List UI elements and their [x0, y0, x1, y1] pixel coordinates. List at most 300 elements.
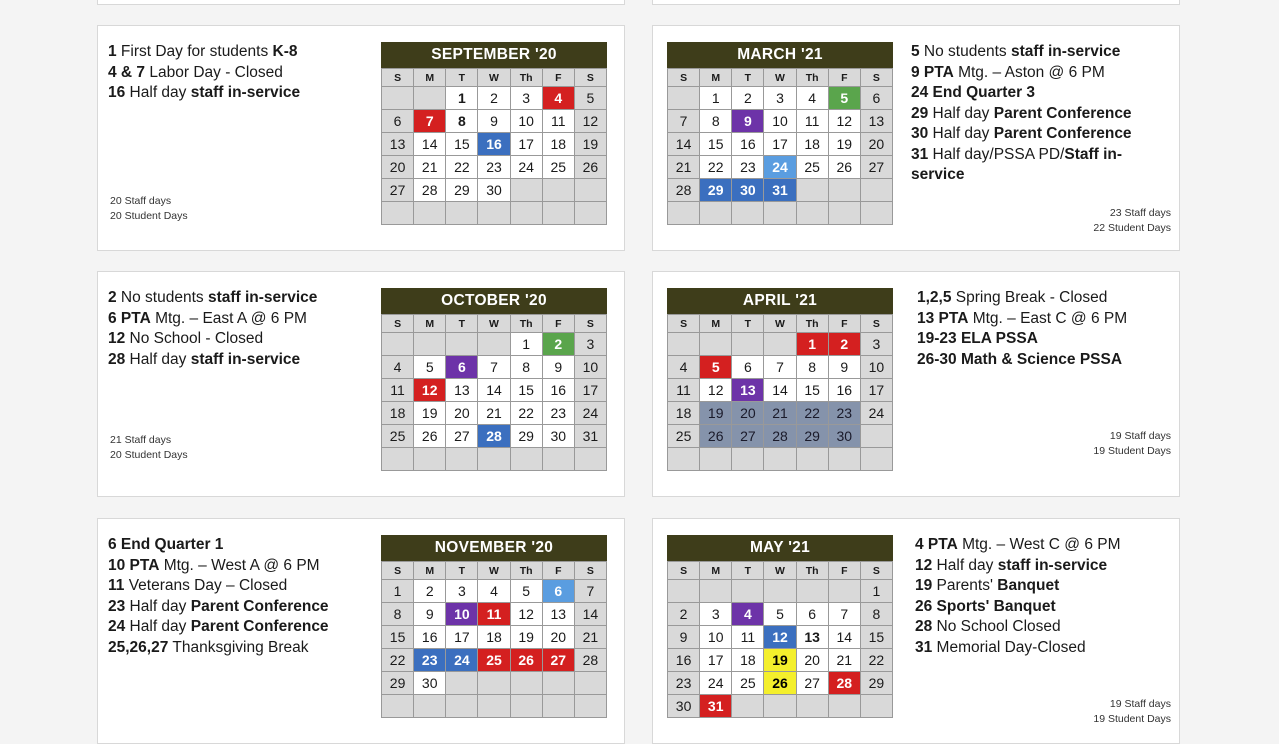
note-line — [108, 42, 300, 63]
day-cell: 4 — [668, 356, 700, 379]
weekday-header-row — [668, 69, 893, 87]
note-text: Half day — [928, 125, 994, 142]
weekday-header: M — [414, 562, 446, 580]
week-row — [382, 580, 607, 603]
weekday-header: F — [828, 315, 860, 333]
empty-day-cell — [668, 87, 700, 110]
day-cell: 10 — [446, 603, 478, 626]
empty-day-cell — [828, 580, 860, 603]
note-text: Labor Day - Closed — [145, 63, 283, 81]
day-cell: 5 — [828, 87, 860, 110]
note-text: No School - Closed — [125, 330, 264, 347]
note-line — [108, 288, 317, 309]
day-cell: 12 — [574, 110, 606, 133]
empty-day-cell — [860, 202, 892, 225]
note-date: 12 — [915, 556, 933, 574]
calendar-grid — [667, 68, 893, 225]
week-row — [668, 87, 893, 110]
day-cell: 5 — [700, 356, 732, 379]
week-row — [382, 133, 607, 156]
month-title: NOVEMBER '20 — [381, 535, 607, 561]
empty-day-cell — [796, 448, 828, 471]
empty-day-cell — [732, 580, 764, 603]
day-cell: 29 — [510, 425, 542, 448]
empty-day-cell — [764, 695, 796, 718]
empty-day-cell — [414, 448, 446, 471]
day-cell: 13 — [860, 110, 892, 133]
calendar-grid — [667, 314, 893, 471]
day-cell: 30 — [478, 179, 510, 202]
empty-day-cell — [796, 695, 828, 718]
week-row — [668, 402, 893, 425]
note-line — [108, 309, 317, 330]
note-emphasis: staff in-service — [190, 350, 301, 368]
note-date: 31 — [911, 145, 929, 163]
note-emphasis: Parent Conference — [190, 618, 329, 635]
note-text: Half day — [928, 104, 994, 122]
day-cell: 19 — [414, 402, 446, 425]
day-cell: 12 — [764, 626, 796, 649]
day-cell: 18 — [796, 133, 828, 156]
empty-day-cell — [510, 695, 542, 718]
weekday-header: T — [732, 315, 764, 333]
day-cell: 21 — [574, 626, 606, 649]
weekday-header: Th — [510, 315, 542, 333]
month-title: OCTOBER '20 — [381, 288, 607, 314]
empty-day-cell — [414, 695, 446, 718]
note-line — [915, 535, 1121, 556]
empty-day-cell — [510, 202, 542, 225]
note-line — [108, 638, 329, 659]
note-line — [917, 350, 1127, 371]
calendar-grid — [381, 561, 607, 718]
month-calendar — [381, 288, 607, 471]
day-count: 20 Staff days — [110, 195, 172, 207]
day-cell: 27 — [446, 425, 478, 448]
day-count: 20 Student Days — [110, 210, 188, 222]
note-text: No School Closed — [932, 618, 1061, 635]
day-cell: 4 — [382, 356, 414, 379]
empty-day-cell — [382, 695, 414, 718]
weekday-header: W — [764, 69, 796, 87]
note-date: 4 PTA — [915, 536, 958, 553]
day-cell: 5 — [574, 87, 606, 110]
day-cell: 2 — [668, 603, 700, 626]
empty-day-cell — [732, 202, 764, 225]
day-cell: 6 — [796, 603, 828, 626]
day-cell: 14 — [414, 133, 446, 156]
day-cell: 25 — [478, 649, 510, 672]
note-line — [108, 597, 329, 618]
day-cell: 16 — [414, 626, 446, 649]
day-cell: 25 — [668, 425, 700, 448]
note-date: 16 — [108, 84, 126, 101]
day-cell: 27 — [732, 425, 764, 448]
day-cell: 23 — [828, 402, 860, 425]
day-count: 19 Student Days — [1093, 713, 1171, 725]
note-line — [917, 309, 1127, 330]
day-cell: 2 — [414, 580, 446, 603]
day-cell: 9 — [414, 603, 446, 626]
week-row — [668, 379, 893, 402]
day-cell: 27 — [860, 156, 892, 179]
note-line — [915, 638, 1121, 659]
day-cell: 4 — [542, 87, 574, 110]
day-count: 19 Staff days — [1109, 430, 1171, 442]
day-cell: 1 — [510, 333, 542, 356]
day-cell: 9 — [828, 356, 860, 379]
note-date: 30 — [911, 125, 929, 142]
calendar-grid — [667, 561, 893, 718]
day-cell: 15 — [700, 133, 732, 156]
day-cell: 7 — [764, 356, 796, 379]
note-date: 2 — [108, 289, 117, 306]
empty-day-cell — [574, 202, 606, 225]
weekday-header-row — [382, 315, 607, 333]
day-cell: 11 — [542, 110, 574, 133]
note-emphasis: staff in-service — [1010, 43, 1121, 60]
empty-day-cell — [542, 695, 574, 718]
weekday-header: Th — [510, 69, 542, 87]
empty-day-cell — [574, 179, 606, 202]
empty-day-cell — [382, 333, 414, 356]
day-cell: 12 — [828, 110, 860, 133]
day-cell: 23 — [542, 402, 574, 425]
note-date: 10 PTA — [108, 556, 160, 574]
note-text: First Day for students — [116, 43, 273, 60]
weekday-header: M — [414, 315, 446, 333]
note-text: Half day — [125, 84, 191, 101]
weekday-header: F — [542, 562, 574, 580]
day-cell: 24 — [510, 156, 542, 179]
empty-day-cell — [860, 695, 892, 718]
day-cell: 17 — [700, 649, 732, 672]
empty-day-cell — [860, 179, 892, 202]
day-cell: 24 — [700, 672, 732, 695]
note-emphasis: Staff in-service — [911, 145, 1123, 183]
note-text: Mtg. – Aston @ 6 PM — [953, 63, 1105, 81]
calendar-grid — [381, 314, 607, 471]
note-line — [911, 42, 1136, 63]
empty-day-cell — [700, 580, 732, 603]
week-row — [382, 672, 607, 695]
note-date: 19-23 ELA PSSA — [917, 330, 1038, 347]
week-row — [382, 626, 607, 649]
note-date: 11 — [108, 577, 125, 594]
day-cell: 2 — [732, 87, 764, 110]
month-notes — [915, 535, 1121, 658]
day-cell: 18 — [542, 133, 574, 156]
day-cell: 3 — [574, 333, 606, 356]
week-row — [668, 425, 893, 448]
empty-day-cell — [510, 672, 542, 695]
note-text: Half day — [125, 618, 191, 635]
note-emphasis: Parent Conference — [993, 125, 1132, 142]
empty-day-cell — [414, 87, 446, 110]
weekday-header: T — [446, 562, 478, 580]
empty-day-cell — [764, 333, 796, 356]
empty-day-cell — [668, 333, 700, 356]
note-line — [108, 350, 317, 371]
week-row — [382, 110, 607, 133]
day-cell: 17 — [510, 133, 542, 156]
day-cell: 1 — [382, 580, 414, 603]
note-date: 9 PTA — [911, 63, 954, 81]
week-row — [382, 356, 607, 379]
weekday-header-row — [382, 69, 607, 87]
month-title: MARCH '21 — [667, 42, 893, 68]
day-cell: 17 — [446, 626, 478, 649]
note-date: 4 & 7 — [108, 63, 146, 81]
day-cell: 29 — [382, 672, 414, 695]
month-title: MAY '21 — [667, 535, 893, 561]
day-count: 19 Student Days — [1093, 445, 1171, 457]
note-emphasis: staff in-service — [207, 289, 318, 306]
note-date: 23 — [108, 597, 126, 615]
weekday-header: S — [668, 69, 700, 87]
day-count: 21 Staff days — [110, 434, 172, 446]
day-cell: 22 — [446, 156, 478, 179]
day-cell: 15 — [860, 626, 892, 649]
empty-day-cell — [510, 179, 542, 202]
empty-day-cell — [574, 695, 606, 718]
month-calendar — [667, 288, 893, 471]
month-day-counts — [1093, 429, 1171, 459]
day-cell: 18 — [732, 649, 764, 672]
day-cell: 10 — [574, 356, 606, 379]
weekday-header: M — [700, 562, 732, 580]
weekday-header-row — [668, 562, 893, 580]
month-day-counts — [110, 194, 188, 224]
day-cell: 22 — [700, 156, 732, 179]
note-line — [915, 556, 1121, 577]
day-cell: 9 — [732, 110, 764, 133]
day-cell: 8 — [796, 356, 828, 379]
day-cell: 30 — [668, 695, 700, 718]
weekday-header: W — [478, 315, 510, 333]
empty-day-cell — [382, 202, 414, 225]
day-cell: 8 — [510, 356, 542, 379]
weekday-header: W — [764, 562, 796, 580]
day-cell: 25 — [796, 156, 828, 179]
day-cell: 9 — [668, 626, 700, 649]
day-cell: 16 — [732, 133, 764, 156]
month-notes — [108, 535, 329, 658]
weekday-header: W — [478, 562, 510, 580]
day-cell: 21 — [414, 156, 446, 179]
day-cell: 20 — [382, 156, 414, 179]
day-cell: 28 — [414, 179, 446, 202]
day-cell: 4 — [478, 580, 510, 603]
note-date: 1 — [108, 43, 117, 60]
week-row — [668, 626, 893, 649]
day-cell: 7 — [574, 580, 606, 603]
day-cell: 18 — [478, 626, 510, 649]
note-date: 12 — [108, 330, 126, 347]
day-cell: 22 — [510, 402, 542, 425]
month-panel-october — [97, 271, 625, 497]
day-cell: 6 — [382, 110, 414, 133]
month-notes — [911, 42, 1136, 186]
day-cell: 24 — [446, 649, 478, 672]
day-cell: 7 — [478, 356, 510, 379]
empty-day-cell — [478, 448, 510, 471]
note-line — [108, 329, 317, 350]
empty-day-cell — [828, 695, 860, 718]
day-cell: 8 — [446, 110, 478, 133]
empty-day-cell — [446, 333, 478, 356]
empty-day-cell — [700, 333, 732, 356]
day-cell: 5 — [764, 603, 796, 626]
empty-day-cell — [796, 202, 828, 225]
day-cell: 21 — [668, 156, 700, 179]
day-cell: 1 — [700, 87, 732, 110]
weekday-header: F — [542, 69, 574, 87]
day-count: 23 Staff days — [1109, 207, 1171, 219]
empty-day-cell — [668, 448, 700, 471]
month-panel-november — [97, 518, 625, 744]
weekday-header: F — [828, 69, 860, 87]
week-row — [668, 649, 893, 672]
empty-day-cell — [382, 448, 414, 471]
note-line — [108, 617, 329, 638]
day-cell: 11 — [732, 626, 764, 649]
note-line — [911, 83, 1136, 104]
note-emphasis: K-8 — [272, 43, 298, 60]
day-cell: 28 — [828, 672, 860, 695]
day-cell: 31 — [574, 425, 606, 448]
note-text: Memorial Day-Closed — [932, 638, 1086, 656]
note-date: 29 — [911, 104, 929, 122]
day-cell: 20 — [732, 402, 764, 425]
note-text: Veterans Day – Closed — [124, 577, 288, 594]
note-line — [917, 329, 1127, 350]
empty-day-cell — [478, 672, 510, 695]
note-date: 13 PTA — [917, 309, 969, 327]
day-cell: 20 — [542, 626, 574, 649]
note-text: Parents' — [932, 577, 998, 594]
note-date: 19 — [915, 577, 933, 594]
month-calendar — [381, 535, 607, 718]
week-row — [382, 87, 607, 110]
day-cell: 16 — [668, 649, 700, 672]
empty-day-cell — [764, 580, 796, 603]
weekday-header: S — [860, 562, 892, 580]
day-cell: 19 — [574, 133, 606, 156]
weekday-header: T — [446, 315, 478, 333]
day-cell: 17 — [574, 379, 606, 402]
day-cell: 22 — [860, 649, 892, 672]
day-cell: 25 — [382, 425, 414, 448]
weekday-header: T — [732, 562, 764, 580]
day-cell: 19 — [510, 626, 542, 649]
week-row — [382, 379, 607, 402]
note-line — [108, 556, 329, 577]
panel-edge-top-right — [652, 0, 1180, 5]
note-text: Half day/PSSA PD/ — [928, 145, 1065, 163]
day-cell: 21 — [828, 649, 860, 672]
day-cell: 16 — [828, 379, 860, 402]
empty-day-cell — [732, 695, 764, 718]
day-cell: 24 — [574, 402, 606, 425]
day-cell: 12 — [414, 379, 446, 402]
day-cell: 26 — [574, 156, 606, 179]
day-cell: 17 — [860, 379, 892, 402]
month-calendar — [381, 42, 607, 225]
weekday-header: M — [414, 69, 446, 87]
day-cell: 2 — [542, 333, 574, 356]
note-date: 28 — [108, 350, 126, 368]
weekday-header: S — [382, 69, 414, 87]
note-text: Mtg. – West C @ 6 PM — [957, 536, 1121, 553]
day-cell: 24 — [860, 402, 892, 425]
day-cell: 27 — [382, 179, 414, 202]
month-panel-march — [652, 25, 1180, 251]
weekday-header: S — [860, 315, 892, 333]
day-cell: 5 — [414, 356, 446, 379]
day-cell: 21 — [764, 402, 796, 425]
note-line — [911, 104, 1136, 125]
calendar-grid — [381, 68, 607, 225]
empty-day-cell — [478, 695, 510, 718]
day-cell: 27 — [542, 649, 574, 672]
empty-day-cell — [732, 448, 764, 471]
note-line — [915, 576, 1121, 597]
week-row — [382, 202, 607, 225]
weekday-header: Th — [796, 562, 828, 580]
month-day-counts — [1093, 206, 1171, 236]
empty-day-cell — [542, 672, 574, 695]
weekday-header: F — [828, 562, 860, 580]
day-cell: 10 — [764, 110, 796, 133]
day-cell: 13 — [796, 626, 828, 649]
empty-day-cell — [796, 580, 828, 603]
day-cell: 25 — [732, 672, 764, 695]
empty-day-cell — [574, 672, 606, 695]
note-text: Mtg. – West A @ 6 PM — [159, 556, 320, 574]
week-row — [668, 202, 893, 225]
day-cell: 31 — [764, 179, 796, 202]
weekday-header: F — [542, 315, 574, 333]
day-cell: 30 — [414, 672, 446, 695]
day-cell: 6 — [446, 356, 478, 379]
note-emphasis: staff in-service — [997, 556, 1108, 574]
empty-day-cell — [828, 179, 860, 202]
day-count: 20 Student Days — [110, 449, 188, 461]
day-cell: 11 — [382, 379, 414, 402]
weekday-header: T — [446, 69, 478, 87]
empty-day-cell — [828, 202, 860, 225]
week-row — [382, 156, 607, 179]
day-cell: 29 — [446, 179, 478, 202]
month-notes — [108, 288, 317, 370]
day-cell: 21 — [478, 402, 510, 425]
empty-day-cell — [542, 202, 574, 225]
day-cell: 15 — [382, 626, 414, 649]
day-cell: 26 — [764, 672, 796, 695]
day-cell: 1 — [446, 87, 478, 110]
day-count: 22 Student Days — [1093, 222, 1171, 234]
day-cell: 26 — [510, 649, 542, 672]
week-row — [668, 356, 893, 379]
month-panel-may — [652, 518, 1180, 744]
weekday-header: S — [382, 562, 414, 580]
day-cell: 15 — [446, 133, 478, 156]
empty-day-cell — [414, 333, 446, 356]
weekday-header-row — [382, 562, 607, 580]
day-cell: 31 — [700, 695, 732, 718]
weekday-header: T — [732, 69, 764, 87]
